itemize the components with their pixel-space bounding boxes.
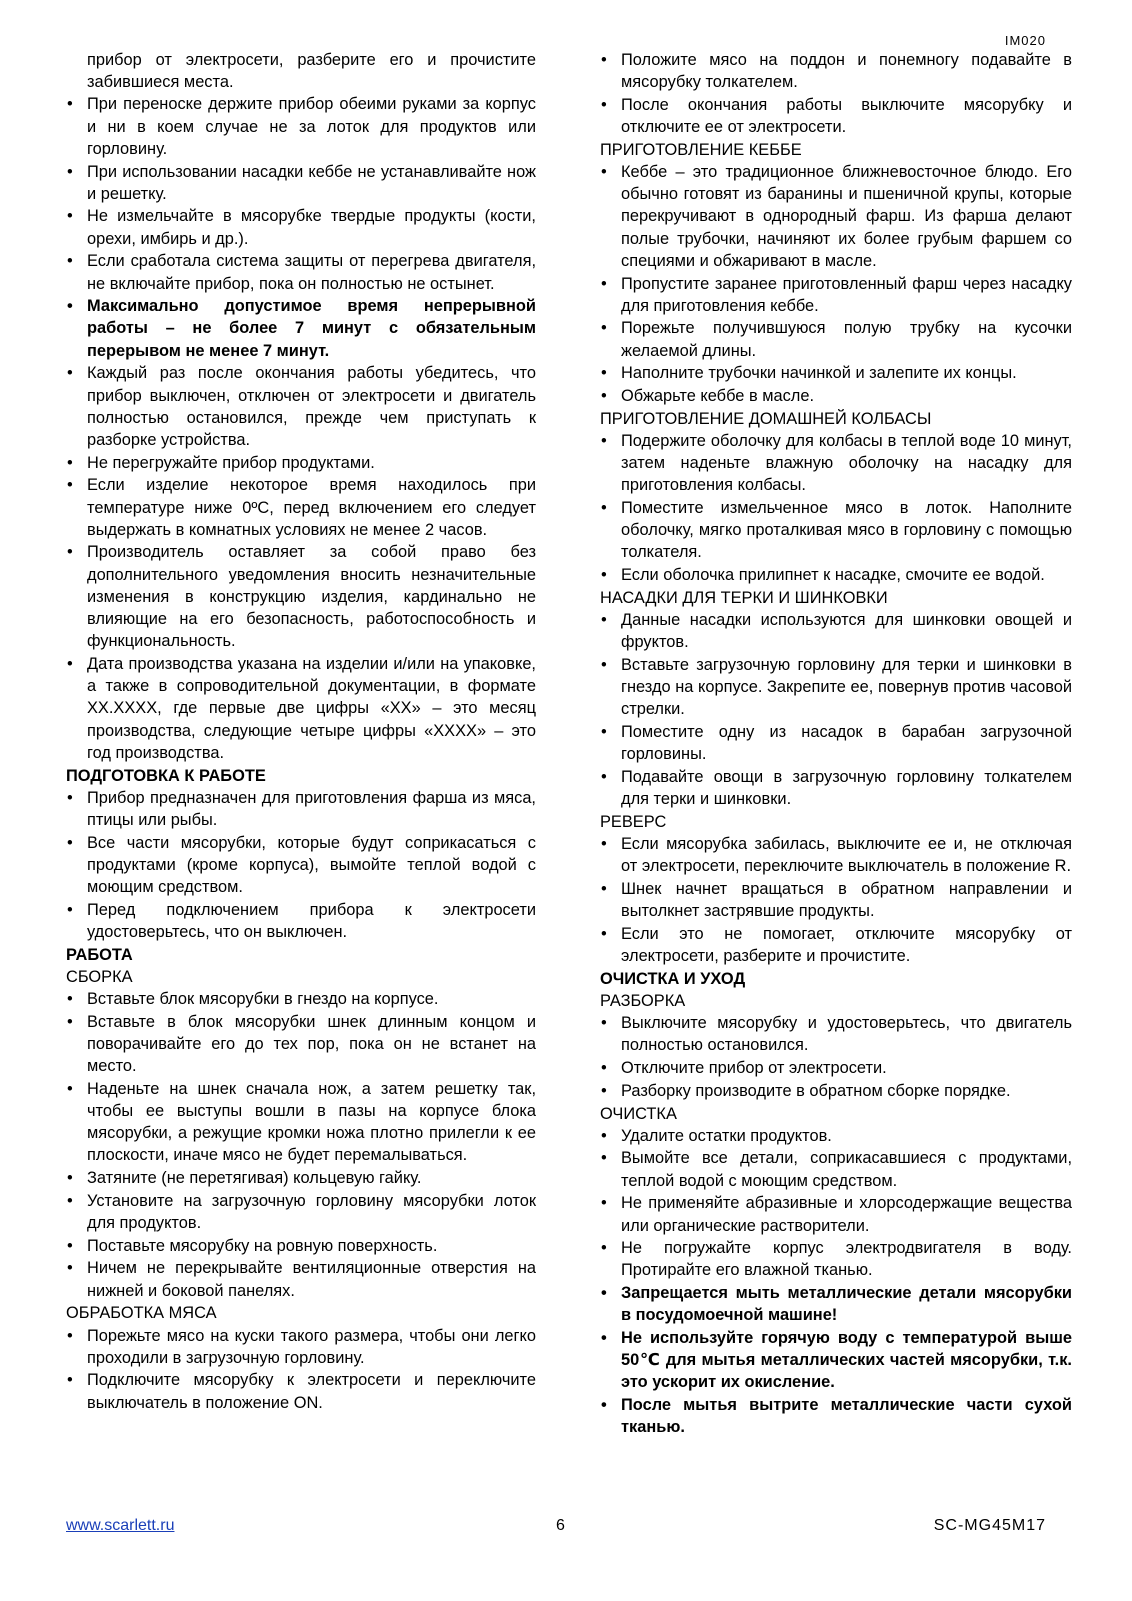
header-model-code: IM020: [1004, 33, 1046, 48]
subsection-heading-grater: НАСАДКИ ДЛЯ ТЕРКИ И ШИНКОВКИ: [600, 588, 888, 607]
list-item: • Не применяйте абразивные и хлорсодержащие вещества или органические растворители.: [600, 1192, 1072, 1236]
list-item: • Если мясорубка забилась, выключите ее и, не отключая от электросети, переключите выключатель в положение R.: [600, 833, 1072, 877]
subsection-heading-meat: ОБРАБОТКА МЯСА: [66, 1304, 217, 1323]
list-item: • Затяните (не перетягивая) кольцевую гайку.: [66, 1167, 536, 1189]
list-item: • Перед подключением прибора к электросети удостоверьтесь, что он выключен.: [66, 899, 536, 943]
list-item: • Вымойте все детали, соприкасавшиеся с продуктами, теплой водой с моющим средством.: [600, 1147, 1072, 1191]
list-item: • Если это не помогает, отключите мясорубку от электросети, разберите и прочистите.: [600, 923, 1072, 967]
list-item: • Данные насадки используются для шинковки овощей и фруктов.: [600, 609, 1072, 653]
page-number: 6: [556, 1517, 565, 1534]
list-item: • Порежьте получившуюся полую трубку на кусочки желаемой длины.: [600, 317, 1072, 361]
list-item: • Обжарьте кеббе в масле.: [600, 385, 1072, 407]
list-item: • Не измельчайте в мясорубке твердые продукты (кости, орехи, имбирь и др.).: [66, 205, 536, 249]
page-footer: [66, 1517, 1046, 1541]
list-item: • Выключите мясорубку и удостоверьтесь, что двигатель полностью остановился.: [600, 1012, 1072, 1056]
list-item: • Прибор предназначен для приготовления фарша из мяса, птицы или рыбы.: [66, 787, 536, 831]
list-item: • При использовании насадки кеббе не устанавливайте нож и решетку.: [66, 161, 536, 205]
list-item: • При переноске держите прибор обеими руками за корпус и ни в коем случае не за лоток для продуктов или горловину.: [66, 93, 536, 160]
list-item: • Подавайте овощи в загрузочную горловину толкателем для терки и шинковки.: [600, 766, 1072, 810]
warning-list-item: • Максимально допустимое время непрерывной работы – не более 7 минут с обязательным перерывом не менее 7 минут.: [66, 295, 536, 362]
list-item: • Вставьте блок мясорубки в гнездо на корпусе.: [66, 988, 536, 1010]
subsection-heading-disassembly: РАЗБОРКА: [600, 992, 686, 1011]
list-item: • Каждый раз после окончания работы убедитесь, что прибор выключен, отключен от электросети и двигатель полностью остановился, прежде чем приступать к разборке устройства.: [66, 362, 536, 451]
list-item: • Если изделие некоторое время находилось при температуре ниже 0ºC, перед включением его следует выдержать в комнатных условиях не менее 2 часов.: [66, 474, 536, 541]
section-heading-work: РАБОТА: [66, 945, 133, 964]
list-item: • Кеббе – это традиционное ближневосточное блюдо. Его обычно готовят из баранины и пшеничной крупы, которые перекручивают в однородный фарш. Из фарша делают полые трубочки, начиняют их более грубым фаршем со специями и обжаривают в масле.: [600, 161, 1072, 272]
list-item: • Наполните трубочки начинкой и залепите их концы.: [600, 362, 1072, 384]
list-item: • Если оболочка прилипнет к насадке, смочите ее водой.: [600, 564, 1072, 586]
warning-list-item: • После мытья вытрите металлические части сухой тканью.: [600, 1394, 1072, 1438]
list-item: • Установите на загрузочную горловину мясорубки лоток для продуктов.: [66, 1190, 536, 1234]
list-item: • Шнек начнет вращаться в обратном направлении и вытолкнет застрявшие продукты.: [600, 878, 1072, 922]
section-heading-preparation: ПОДГОТОВКА К РАБОТЕ: [66, 766, 266, 785]
subsection-heading-assembly: СБОРКА: [66, 967, 133, 986]
warning-list-item: • Не используйте горячую воду с температурой выше 50℃ для мытья металлических частей мясорубки, т.к. это ускорит их окисление.: [600, 1327, 1072, 1394]
list-item: • Дата производства указана на изделии и/или на упаковке, а также в сопроводительной документации, в формате XX.XXXX, где первые две цифры «XX» – это месяц производства, следующие четыре цифры «XXXX» – это год производства.: [66, 653, 536, 764]
list-item: • Поместите измельченное мясо в лоток. Наполните оболочку, мягко проталкивая мясо в горловину с помощью толкателя.: [600, 497, 1072, 564]
list-item: • Пропустите заранее приготовленный фарш через насадку для приготовления кеббе.: [600, 273, 1072, 317]
left-column: [66, 49, 536, 1414]
list-item: • Все части мясорубки, которые будут соприкасаться с продуктами (кроме корпуса), вымойте теплой водой с моющим средством.: [66, 832, 536, 899]
list-item: • Наденьте на шнек сначала нож, а затем решетку так, чтобы ее выступы вошли в пазы на корпусе блока мясорубки, а режущие кромки ножа плотно прилегли к ее плоскости, иначе мясо не будет перемалываться.: [66, 1078, 536, 1167]
list-item: • Если сработала система защиты от перегрева двигателя, не включайте прибор, пока он полностью не остынет.: [66, 250, 536, 294]
list-item: • Не погружайте корпус электродвигателя в воду. Протирайте его влажной тканью.: [600, 1237, 1072, 1281]
subsection-heading-cleaning: ОЧИСТКА: [600, 1104, 677, 1123]
list-item: • Поместите одну из насадок в барабан загрузочной горловины.: [600, 721, 1072, 765]
list-item: • Порежьте мясо на куски такого размера, чтобы они легко проходили в загрузочную горловину.: [66, 1325, 536, 1369]
list-item: • Не перегружайте прибор продуктами.: [66, 452, 536, 474]
list-item: • Разборку производите в обратном сборке порядке.: [600, 1080, 1072, 1102]
list-item: • Ничем не перекрывайте вентиляционные отверстия на нижней и боковой панелях.: [66, 1257, 536, 1301]
list-item: • После окончания работы выключите мясорубку и отключите ее от электросети.: [600, 94, 1072, 138]
list-item: • Подержите оболочку для колбасы в теплой воде 10 минут, затем наденьте влажную оболочку на насадку для приготовления колбасы.: [600, 430, 1072, 497]
list-item: • Производитель оставляет за собой право без дополнительного уведомления вносить незначительные изменения в конструкцию изделия, кардинально не влияющие на его безопасность, работоспособность и функциональность.: [66, 541, 536, 652]
subsection-heading-sausage: ПРИГОТОВЛЕНИЕ ДОМАШНЕЙ КОЛБАСЫ: [600, 409, 932, 428]
list-item: • Подключите мясорубку к электросети и переключите выключатель в положение ON.: [66, 1369, 536, 1413]
intro-text: прибор от электросети, разберите его и прочистите забившиеся места.: [87, 51, 536, 92]
subsection-heading-reverse: РЕВЕРС: [600, 812, 667, 831]
warning-list-item: • Запрещается мыть металлические детали мясорубки в посудомоечной машине!: [600, 1282, 1072, 1326]
list-item: • Удалите остатки продуктов.: [600, 1125, 1072, 1147]
footer-model-code: SC-MG45M17: [933, 1517, 1046, 1534]
list-item: • Положите мясо на поддон и понемногу подавайте в мясорубку толкателем.: [600, 49, 1072, 93]
list-item: • Поставьте мясорубку на ровную поверхность.: [66, 1235, 536, 1257]
subsection-heading-kebbe: ПРИГОТОВЛЕНИЕ КЕББЕ: [600, 140, 802, 159]
right-column: [600, 49, 1072, 1439]
website-link[interactable]: www.scarlett.ru: [66, 1517, 175, 1534]
list-item: • Вставьте в блок мясорубки шнек длинным концом и поворачивайте его до тех пор, пока он не встанет на место.: [66, 1011, 536, 1078]
section-heading-care: ОЧИСТКА И УХОД: [600, 969, 746, 988]
list-item: • Отключите прибор от электросети.: [600, 1057, 1072, 1079]
list-item: • Вставьте загрузочную горловину для терки и шинковки в гнездо на корпусе. Закрепите ее, повернув против часовой стрелки.: [600, 654, 1072, 721]
